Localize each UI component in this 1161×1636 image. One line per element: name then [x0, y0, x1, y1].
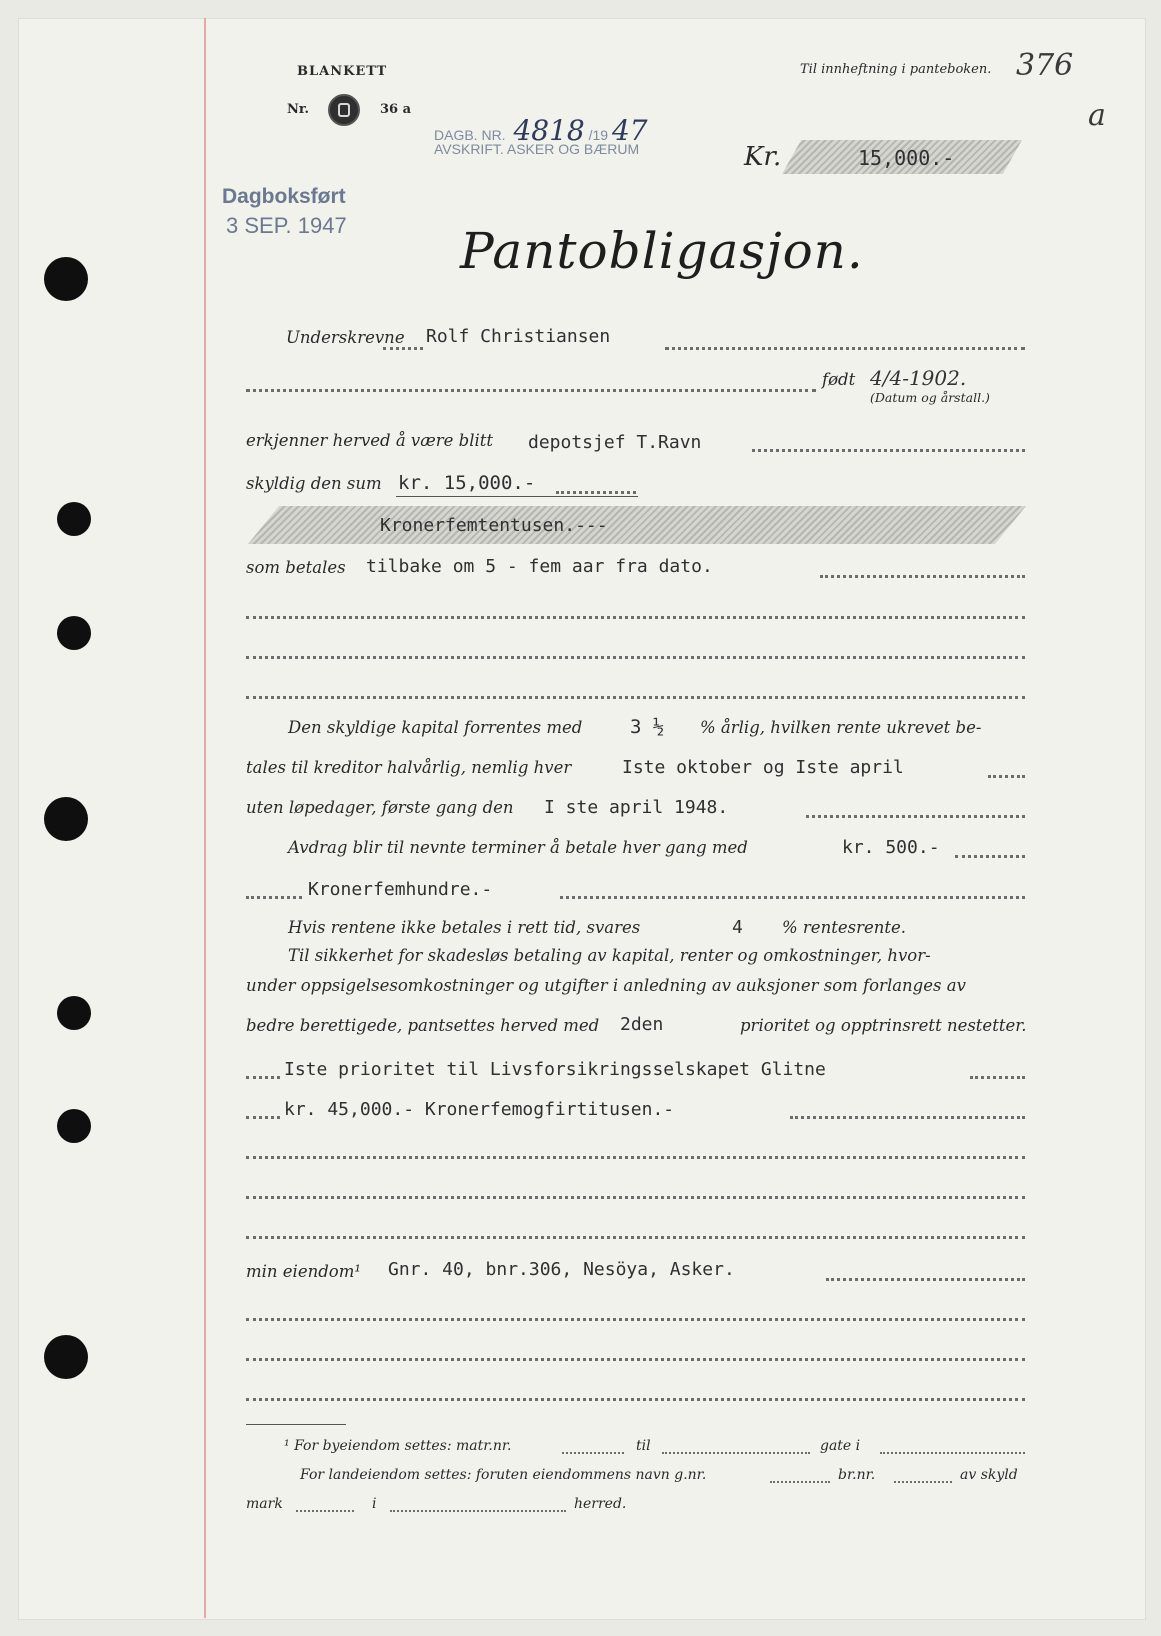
page-number-hand: 376 [1016, 48, 1074, 83]
late-interest-b: % rentesrente. [782, 918, 906, 937]
stamp-dagb-label: DAGB. NR. [434, 127, 506, 143]
corner-mark-hand: a [1088, 98, 1106, 133]
dotted-line [806, 815, 1025, 818]
dotted-line [246, 389, 816, 392]
punch-hole [57, 616, 91, 650]
dotted-line [770, 1481, 830, 1483]
footnote-line2-b: br.nr. [838, 1467, 876, 1483]
interest-text-b: % årlig, hvilken rente ukrevet be- [700, 718, 982, 737]
security-line1: Til sikkerhet for skadesløs betaling av kapital, renter og omkostninger, hvor- [288, 946, 931, 965]
coat-of-arms-seal [328, 94, 360, 126]
dotted-line [970, 1076, 1025, 1079]
interest-rate: 3 ½ [630, 716, 665, 738]
repay-terms: tilbake om 5 - fem aar fra dato. [366, 556, 713, 577]
footnote-line1-c: gate i [820, 1438, 861, 1454]
dotted-line [560, 896, 1025, 899]
dagbok-stamp: Dagboksført [222, 185, 346, 208]
crown-icon [338, 103, 350, 117]
document-title: Pantobligasjon. [460, 222, 864, 280]
dotted-line [246, 696, 1025, 699]
dotted-line [988, 775, 1025, 778]
security-line3b: prioritet og opptrinsrett nestetter. [740, 1016, 1027, 1035]
late-interest-a: Hvis rentene ikke betales i rett tid, svares [288, 918, 641, 937]
footnote-line1-b: til [636, 1438, 651, 1454]
prior-lien-1: Iste prioritet til Livsforsikringsselskapet Glitne [284, 1059, 826, 1080]
dotted-line [246, 656, 1025, 659]
date-stamp: 3 SEP. 1947 [226, 213, 347, 238]
creditor-name: depotsjef T.Ravn [528, 432, 702, 453]
blankett-label: BLANKETT [297, 64, 388, 79]
interest-dates: Iste oktober og Iste april [622, 757, 904, 778]
undersigned-name: Rolf Christiansen [426, 326, 611, 347]
dotted-line [246, 896, 302, 899]
stamp-slash-year: /19 [588, 127, 609, 143]
dotted-line [246, 616, 1025, 619]
security-line3a: bedre berettigede, pantsettes herved med [246, 1016, 600, 1035]
punch-hole [57, 502, 91, 536]
footnote-line3-a: mark [246, 1496, 283, 1512]
late-interest-rate: 4 [732, 917, 743, 938]
installment-amount: kr. 500.- [842, 837, 940, 858]
interest-text-c: tales til kreditor halvårlig, nemlig hver [246, 758, 572, 777]
dotted-line [246, 1318, 1025, 1321]
footnote-line3-b: i [372, 1496, 377, 1512]
footnote-line1-a: ¹ For byeiendom settes: matr.nr. [284, 1438, 512, 1454]
registry-stamp-line2: AVSKRIFT. ASKER OG BÆRUM [434, 141, 640, 157]
owes-label: skyldig den sum [246, 474, 382, 493]
installment-label: Avdrag blir til nevnte terminer å betale hver gang med [288, 838, 748, 857]
dotted-line [562, 1452, 624, 1454]
property-description: Gnr. 40, bnr.306, Nesöya, Asker. [388, 1259, 735, 1280]
punch-hole [44, 257, 88, 301]
dotted-line [955, 855, 1025, 858]
undersigned-label: Underskrevne [286, 328, 405, 347]
born-note: (Datum og årstall.) [870, 390, 990, 405]
amount-in-words: Kronerfemtentusen.--- [380, 515, 608, 536]
dotted-line [246, 1358, 1025, 1361]
punch-hole [44, 797, 88, 841]
dotted-line [820, 575, 1025, 578]
priority: 2den [620, 1014, 664, 1035]
born-date: 4/4-1902. [870, 366, 967, 390]
amount-words-band [248, 506, 1026, 544]
stamp-year-hand: 47 [611, 114, 648, 147]
property-label: min eiendom¹ [246, 1262, 361, 1281]
dotted-line [246, 1398, 1025, 1401]
dotted-line [296, 1510, 354, 1512]
kr-label: Kr. [744, 142, 782, 172]
dotted-line [826, 1278, 1025, 1281]
dotted-line [246, 1116, 280, 1119]
dotted-line [556, 491, 636, 494]
first-payment-label: uten løpedager, første gang den [246, 798, 514, 817]
form-nr-label: Nr. [287, 102, 310, 117]
dotted-line [752, 449, 1025, 452]
installment-words: Kronerfemhundre.- [308, 879, 493, 900]
footnote-rule [246, 1424, 346, 1425]
born-label: født [822, 370, 856, 389]
dotted-line [383, 347, 423, 350]
interest-text-a: Den skyldige kapital forrentes med [288, 718, 583, 737]
dotted-line [390, 1510, 566, 1512]
form-number: 36 a [380, 102, 412, 117]
underline [396, 496, 638, 497]
punch-hole [57, 1109, 91, 1143]
dotted-line [246, 1236, 1025, 1239]
prior-lien-2: kr. 45,000.- Kronerfemogfirtitusen.- [284, 1099, 675, 1120]
dotted-line [894, 1481, 952, 1483]
first-payment-date: I ste april 1948. [544, 797, 729, 818]
footnote-line2-a: For landeiendom settes: foruten eiendommens navn g.nr. [300, 1467, 707, 1483]
footnote-line2-c: av skyld [960, 1467, 1018, 1483]
dotted-line [246, 1076, 280, 1079]
dotted-line [880, 1452, 1025, 1454]
repay-label: som betales [246, 558, 346, 577]
security-line2: under oppsigelsesomkostninger og utgifter i anledning av auksjoner som forlanges av [246, 976, 966, 995]
dotted-line [246, 1156, 1025, 1159]
dotted-line [665, 347, 1025, 350]
stamp-number-hand: 4818 [513, 114, 585, 147]
punch-hole [44, 1335, 88, 1379]
top-note: Til innheftning i panteboken. [800, 62, 992, 77]
owes-amount: kr. 15,000.- [398, 472, 536, 494]
acknowledges-label: erkjenner herved å være blitt [246, 431, 494, 450]
dotted-line [246, 1196, 1025, 1199]
amount-value: 15,000.- [858, 146, 955, 170]
margin-rule [204, 18, 206, 1618]
punch-hole [57, 996, 91, 1030]
dotted-line [790, 1116, 1025, 1119]
footnote-line3-c: herred. [574, 1496, 627, 1512]
dotted-line [662, 1452, 810, 1454]
